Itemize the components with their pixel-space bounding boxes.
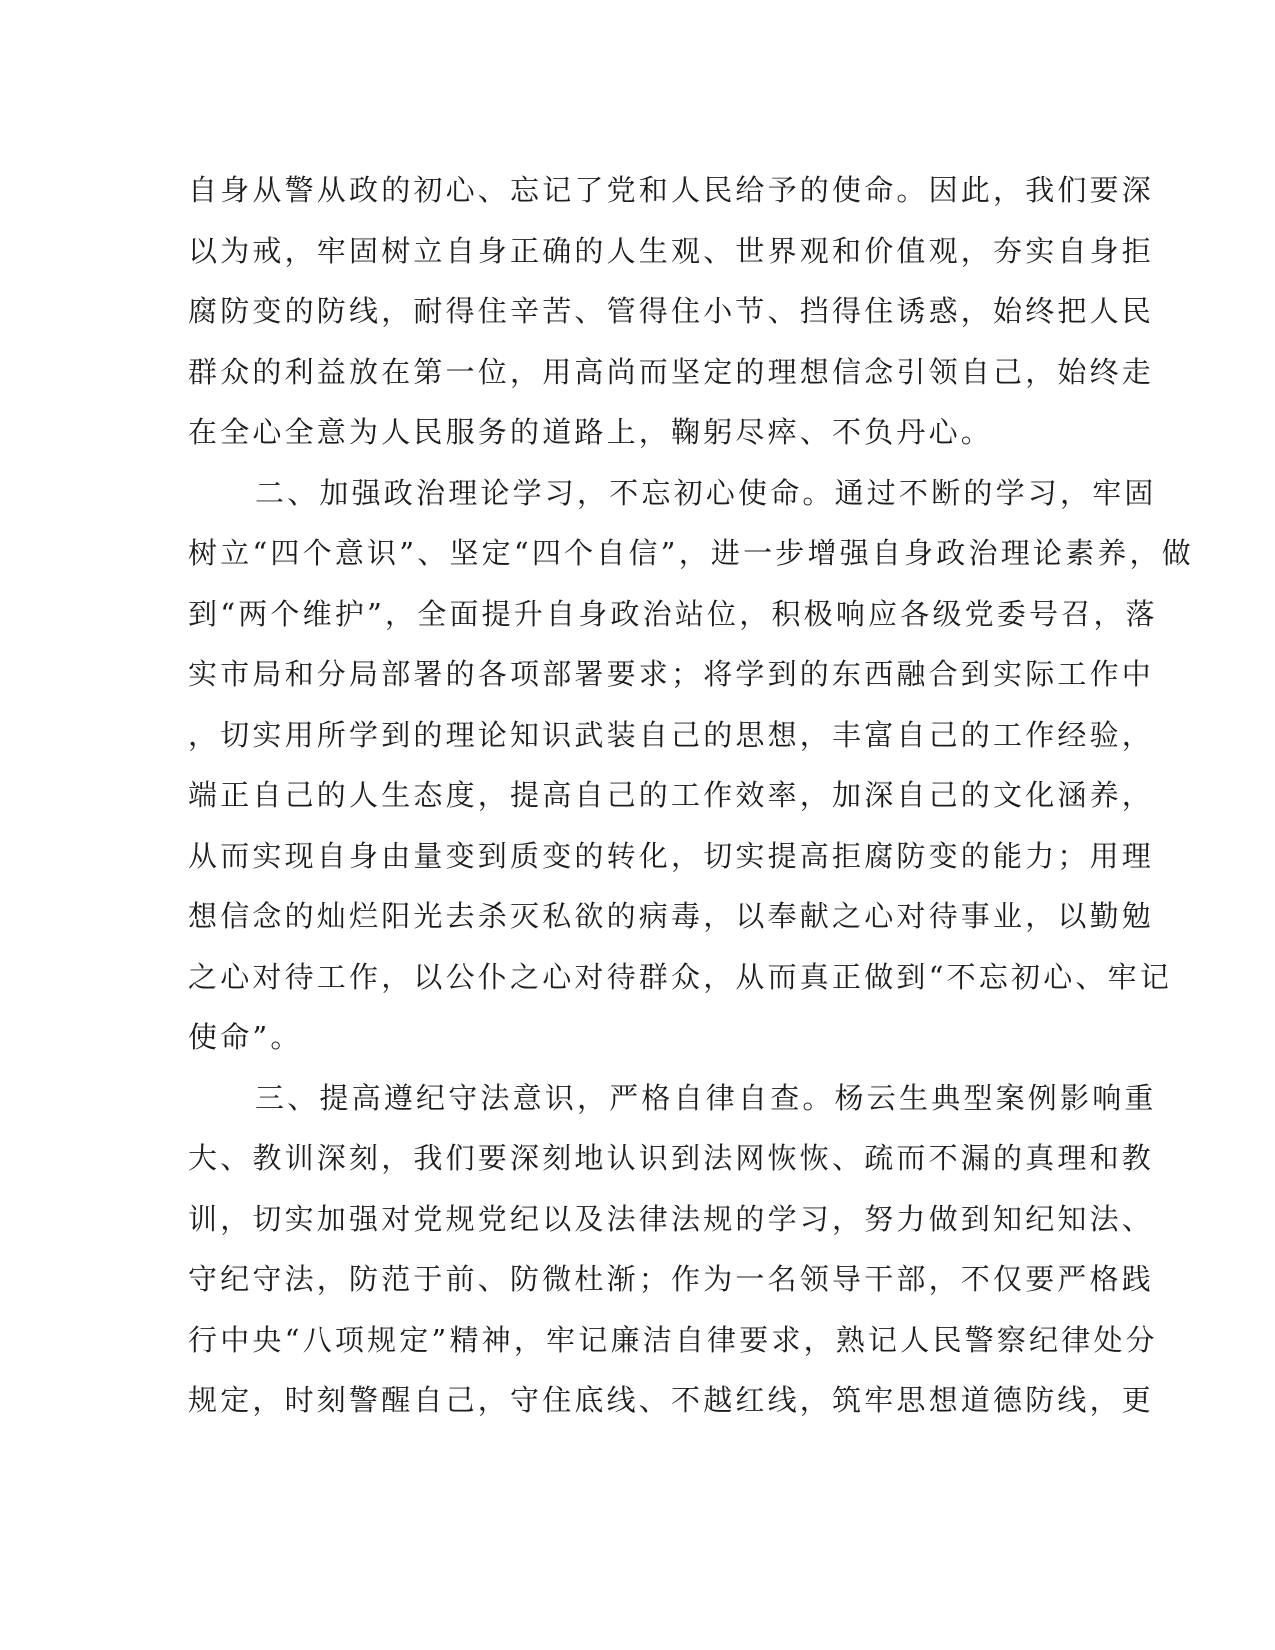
text-line: 大、教训深刻，我们要深刻地认识到法网恢恢、疏而不漏的真理和教 (188, 1141, 1155, 1175)
paragraph-3 (188, 1068, 1158, 1431)
text-line: 想信念的灿烂阳光去杀灭私欲的病毒，以奉献之心对待事业，以勤勉 (188, 899, 1155, 933)
text-line: 二、加强政治理论学习，不忘初心使命。通过不断的学习，牢固 (255, 475, 1157, 510)
text-line: 腐防变的防线，耐得住辛苦、管得住小节、挡得住诱惑，始终把人民 (188, 294, 1155, 328)
text-line: 在全心全意为人民服务的道路上，鞠躬尽瘁、不负丹心。 (188, 415, 994, 449)
text-line: 端正自己的人生态度，提高自己的工作效率，加深自己的文化涵养， (188, 778, 1155, 812)
text-line: 守纪守法，防范于前、防微杜渐；作为一名领导干部，不仅要严格践 (188, 1262, 1155, 1296)
text-line: 到“两个维护”，全面提升自身政治站位，积极响应各级党委号召，落 (188, 596, 1158, 631)
paragraph-2 (188, 463, 1194, 1068)
text-line: 规定，时刻警醒自己，守住底线、不越红线，筑牢思想道德防线，更 (188, 1383, 1155, 1417)
body-text (188, 160, 1194, 1431)
text-line: 树立“四个意识”、坚定“四个自信”，进一步增强自身政治理论素养，做 (188, 536, 1194, 570)
text-line: 之心对待工作，以公仆之心对待群众，从而真正做到“不忘初心、牢记 (188, 959, 1173, 994)
text-line: 训，切实加强对党规党纪以及法律法规的学习，努力做到知纪知法、 (188, 1201, 1155, 1236)
text-line: ，切实用所学到的理论知识武装自己的思想，丰富自己的工作经验， (188, 717, 1155, 752)
text-line: 以为戒，牢固树立自身正确的人生观、世界观和价值观，夯实自身拒 (188, 233, 1155, 268)
text-line: 群众的利益放在第一位，用高尚而坚定的理想信念引领自己，始终走 (188, 354, 1155, 389)
paragraph-1 (188, 160, 1155, 463)
text-line: 行中央“八项规定”精神，牢记廉洁自律要求，熟记人民警察纪律处分 (188, 1322, 1158, 1357)
text-line: 从而实现自身由量变到质变的转化，切实提高拒腐防变的能力；用理 (188, 838, 1155, 873)
text-line: 实市局和分局部署的各项部署要求；将学到的东西融合到实际工作中 (188, 657, 1155, 691)
text-line: 自身从警从政的初心、忘记了党和人民给予的使命。因此，我们要深 (188, 173, 1155, 207)
text-line: 使命”。 (188, 1020, 303, 1054)
text-line: 三、提高遵纪守法意识，严格自律自查。杨云生典型案例影响重 (255, 1080, 1157, 1115)
